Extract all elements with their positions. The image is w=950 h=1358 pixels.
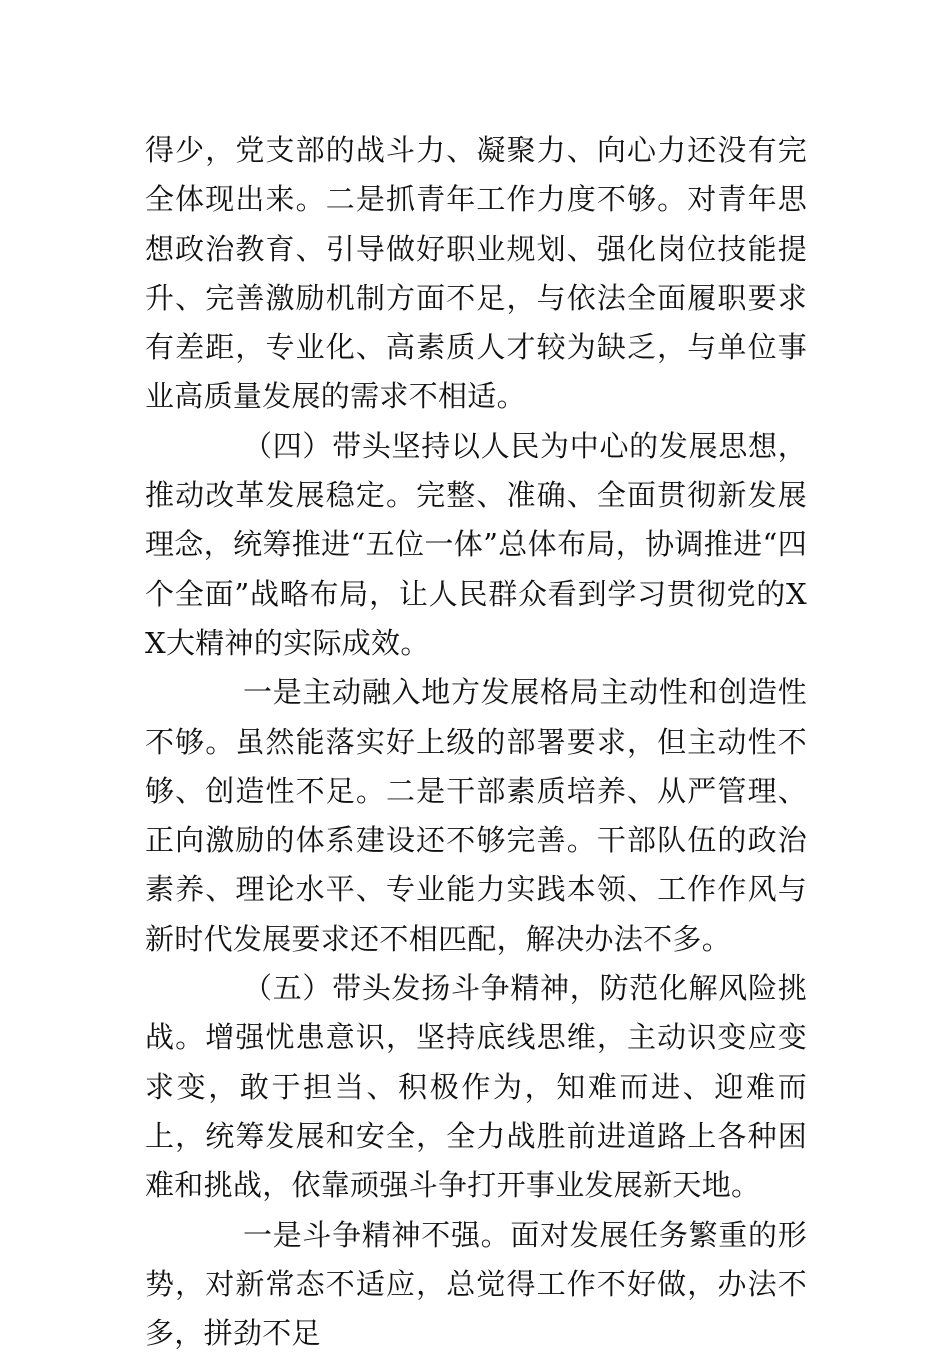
- paragraph-issues-four: 一是主动融入地方发展格局主动性和创造性不够。虽然能落实好上级的部署要求，但主动性不够、创造性不足。二是干部素质培养、从严管理、正向激励的体系建设还不够完善。干部队伍的政治素养、理论水平、专业能力实践本领、工作作风与新时代发展要求还不相匹配，解决办法不多。: [145, 675, 807, 956]
- section-heading-four: （四）带头坚持以人民为中心的发展思想，推动改革发展稳定。完整、准确、全面贯彻新发展理念，统筹推进“五位一体”总体布局，协调推进“四个全面”战略布局，让人民群众看到学习贯彻党的XX大精神的实际成效。: [145, 428, 807, 660]
- section-heading-five: （五）带头发扬斗争精神，防范化解风险挑战。增强忧患意识，坚持底线思维，主动识变应变求变，敢于担当、积极作为，知难而进、迎难而上，统筹发展和安全，全力战胜前进道路上各种困难和挑战，依靠顽强斗争打开事业发展新天地。: [145, 971, 807, 1203]
- document-body: [145, 126, 807, 1358]
- paragraph-continuation: 得少，党支部的战斗力、凝聚力、向心力还没有完全体现出来。二是抓青年工作力度不够。对青年思想政治教育、引导做好职业规划、强化岗位技能提升、完善激励机制方面不足，与依法全面履职要求有差距，专业化、高素质人才较为缺乏，与单位事业高质量发展的需求不相适。: [145, 133, 807, 414]
- paragraph-issues-five: 一是斗争精神不强。面对发展任务繁重的形势，对新常态不适应，总觉得工作不好做，办法不多，拼劲不足: [145, 1217, 807, 1351]
